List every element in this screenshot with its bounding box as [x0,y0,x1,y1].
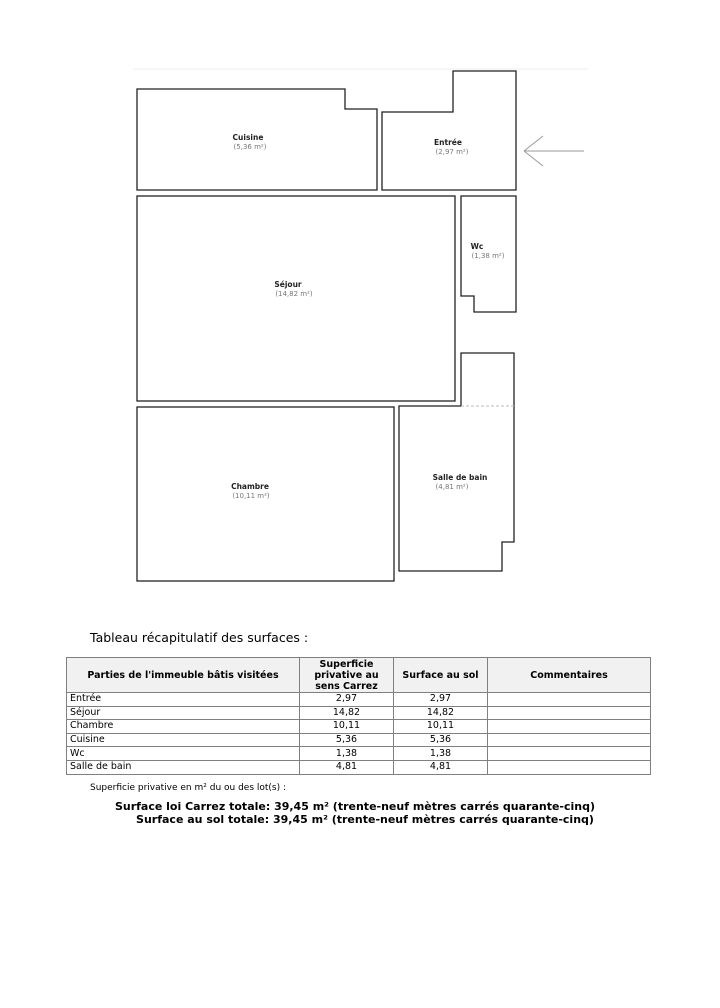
room-chambre-area: (10,11 m²) [232,492,270,500]
row-sol: 1,38 [394,747,488,761]
row-carrez: 4,81 [300,760,394,774]
room-chambre-label: Chambre [231,482,269,491]
table-row [67,706,651,720]
room-sejour-label: Séjour [274,280,302,289]
row-carrez: 1,38 [300,747,394,761]
room-cuisine-area: (5,36 m²) [233,143,267,151]
row-name: Séjour [67,706,300,720]
superficie-note: Superficie privative en m² du ou des lot(s) : [90,783,287,793]
total-carrez: Surface loi Carrez totale: 39,45 m² (trente-neuf mètres carrés quarante-cinq) [114,800,596,813]
surfaces-table [66,657,651,775]
row-sol: 10,11 [394,720,488,734]
row-name: Salle de bain [67,760,300,774]
room-wc-label: Wc [470,242,484,251]
row-sol: 5,36 [394,733,488,747]
row-comment [488,720,651,734]
header-commentaires: Commentaires [488,658,651,693]
table-row [67,693,651,707]
room-entree-area: (2,97 m²) [435,148,469,156]
row-comment [488,733,651,747]
row-sol: 4,81 [394,760,488,774]
total-sol: Surface au sol totale: 39,45 m² (trente-neuf mètres carrés quarante-cinq) [136,813,594,826]
row-name: Wc [67,747,300,761]
table-row [67,720,651,734]
header-carrez: Superficie privative au sens Carrez [300,658,394,693]
row-name: Entrée [67,693,300,707]
room-sejour-area: (14,82 m²) [275,290,313,298]
header-sol: Surface au sol [394,658,488,693]
row-carrez: 2,97 [300,693,394,707]
row-sol: 14,82 [394,706,488,720]
room-entree-label: Entrée [434,138,462,147]
table-header-row [67,658,651,693]
row-carrez: 10,11 [300,720,394,734]
room-wc-area: (1,38 m²) [471,252,505,260]
room-salle-area: (4,81 m²) [435,483,469,491]
table-row [67,733,651,747]
table-row [67,760,651,774]
summary-title: Tableau récapitulatif des surfaces : [90,630,309,645]
room-sejour [137,196,455,401]
row-comment [488,747,651,761]
row-comment [488,693,651,707]
room-entree [382,71,516,190]
row-name: Cuisine [67,733,300,747]
room-cuisine-label: Cuisine [232,133,264,142]
entrance-arrow-icon [524,136,584,166]
row-comment [488,760,651,774]
row-carrez: 5,36 [300,733,394,747]
header-parties: Parties de l'immeuble bâtis visitées [67,658,300,693]
row-sol: 2,97 [394,693,488,707]
row-comment [488,706,651,720]
row-name: Chambre [67,720,300,734]
room-salle-label: Salle de bain [432,473,488,482]
table-row [67,747,651,761]
row-carrez: 14,82 [300,706,394,720]
